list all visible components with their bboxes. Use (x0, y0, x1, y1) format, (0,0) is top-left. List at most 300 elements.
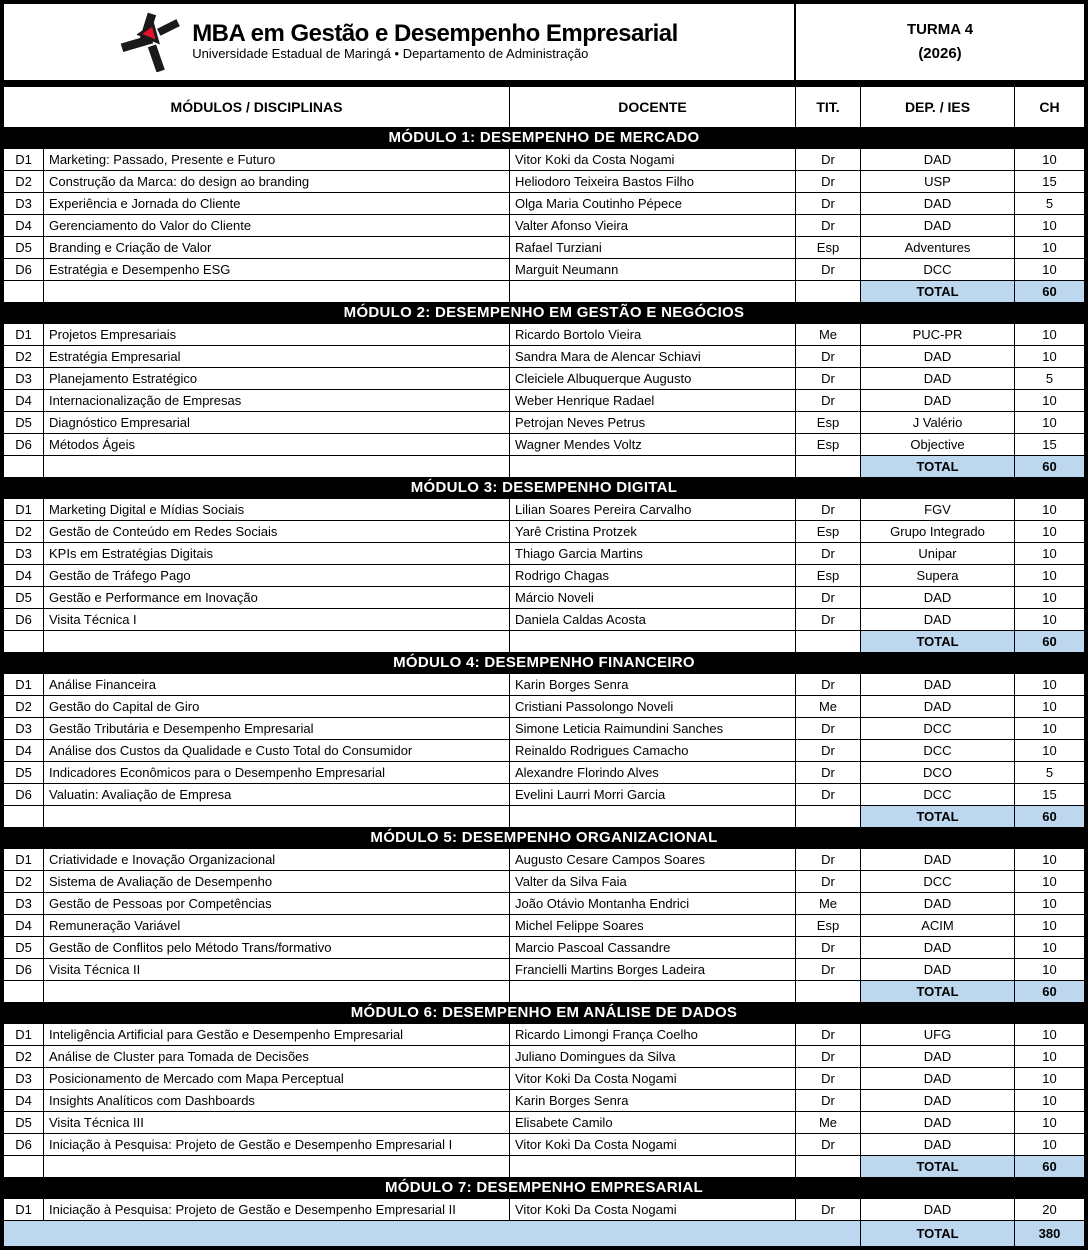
discipline-row (4, 389, 1084, 411)
dep-ies-cell: Objective (861, 433, 1015, 455)
dep-ies-cell: DAD (861, 1067, 1015, 1089)
ch-cell: 10 (1015, 1067, 1084, 1089)
discipline-code-cell: D5 (4, 761, 44, 783)
total-empty-discipline-cell (44, 805, 510, 827)
ch-cell: 10 (1015, 739, 1084, 761)
total-empty-code-cell (4, 980, 44, 1002)
discipline-name-cell: Gestão de Conflitos pelo Método Trans/formativo (44, 936, 510, 958)
discipline-name-cell: Visita Técnica I (44, 608, 510, 630)
dep-ies-cell: DCC (861, 783, 1015, 805)
discipline-row (4, 848, 1084, 870)
discipline-row (4, 411, 1084, 433)
dep-ies-cell: DAD (861, 389, 1015, 411)
docente-cell: Cleiciele Albuquerque Augusto (510, 367, 796, 389)
module-band: MÓDULO 1: DESEMPENHO DE MERCADO (4, 127, 1084, 148)
total-row (4, 455, 1084, 477)
col-header-tit: TIT. (796, 87, 861, 127)
discipline-row (4, 498, 1084, 520)
ch-cell: 10 (1015, 564, 1084, 586)
ch-cell: 10 (1015, 1111, 1084, 1133)
discipline-code-cell: D2 (4, 695, 44, 717)
discipline-row (4, 892, 1084, 914)
ch-cell: 10 (1015, 1045, 1084, 1067)
dep-ies-cell: Adventures (861, 236, 1015, 258)
docente-cell: João Otávio Montanha Endrici (510, 892, 796, 914)
discipline-code-cell: D1 (4, 848, 44, 870)
tit-cell: Dr (796, 783, 861, 805)
program-title: MBA em Gestão e Desempenho Empresarial (192, 19, 678, 47)
module-rows (4, 673, 1084, 805)
total-empty-docente-cell (510, 805, 796, 827)
dep-ies-cell: Grupo Integrado (861, 520, 1015, 542)
ch-cell: 20 (1015, 1198, 1084, 1220)
ch-cell: 10 (1015, 914, 1084, 936)
total-empty-code-cell (4, 805, 44, 827)
discipline-row (4, 1133, 1084, 1155)
tit-cell: Dr (796, 192, 861, 214)
docente-cell: Sandra Mara de Alencar Schiavi (510, 345, 796, 367)
dep-ies-cell: USP (861, 170, 1015, 192)
docente-cell: Wagner Mendes Voltz (510, 433, 796, 455)
docente-cell: Vitor Koki Da Costa Nogami (510, 1198, 796, 1220)
dep-ies-cell: DAD (861, 586, 1015, 608)
discipline-name-cell: Internacionalização de Empresas (44, 389, 510, 411)
discipline-code-cell: D4 (4, 914, 44, 936)
tit-cell: Dr (796, 170, 861, 192)
ch-cell: 10 (1015, 148, 1084, 170)
ch-cell: 5 (1015, 367, 1084, 389)
docente-cell: Marcio Pascoal Cassandre (510, 936, 796, 958)
discipline-row (4, 761, 1084, 783)
discipline-code-cell: D6 (4, 258, 44, 280)
dep-ies-cell: DAD (861, 1045, 1015, 1067)
module-rows (4, 323, 1084, 455)
module-rows (4, 148, 1084, 280)
total-empty-tit-cell (796, 630, 861, 652)
discipline-code-cell: D1 (4, 498, 44, 520)
discipline-code-cell: D2 (4, 170, 44, 192)
discipline-name-cell: Indicadores Econômicos para o Desempenho Empresarial (44, 761, 510, 783)
total-value-cell: 60 (1015, 1155, 1084, 1177)
total-empty-tit-cell (796, 980, 861, 1002)
discipline-name-cell: Insights Analíticos com Dashboards (44, 1089, 510, 1111)
ch-cell: 10 (1015, 520, 1084, 542)
total-label-cell: TOTAL (861, 805, 1015, 827)
module-rows (4, 498, 1084, 630)
module-rows (4, 1023, 1084, 1155)
ch-cell: 10 (1015, 717, 1084, 739)
docente-cell: Daniela Caldas Acosta (510, 608, 796, 630)
tit-cell: Me (796, 323, 861, 345)
docente-cell: Juliano Domingues da Silva (510, 1045, 796, 1067)
discipline-name-cell: Gestão de Tráfego Pago (44, 564, 510, 586)
discipline-name-cell: Gestão do Capital de Giro (44, 695, 510, 717)
total-value-cell: 60 (1015, 280, 1084, 302)
ch-cell: 10 (1015, 848, 1084, 870)
discipline-name-cell: Marketing: Passado, Presente e Futuro (44, 148, 510, 170)
discipline-name-cell: Experiência e Jornada do Cliente (44, 192, 510, 214)
turma-box (796, 4, 1084, 80)
tit-cell: Esp (796, 520, 861, 542)
tit-cell: Dr (796, 717, 861, 739)
docente-cell: Elisabete Camilo (510, 1111, 796, 1133)
tit-cell: Me (796, 695, 861, 717)
turma-year: (2026) (918, 45, 962, 62)
total-empty-discipline-cell (44, 455, 510, 477)
discipline-row (4, 367, 1084, 389)
total-label-cell: TOTAL (861, 1220, 1015, 1246)
ch-cell: 10 (1015, 389, 1084, 411)
tit-cell: Dr (796, 498, 861, 520)
ch-cell: 15 (1015, 170, 1084, 192)
ch-cell: 5 (1015, 192, 1084, 214)
total-label-cell: TOTAL (861, 630, 1015, 652)
discipline-row (4, 914, 1084, 936)
docente-cell: Vitor Koki da Costa Nogami (510, 148, 796, 170)
docente-cell: Karin Borges Senra (510, 673, 796, 695)
discipline-name-cell: Diagnóstico Empresarial (44, 411, 510, 433)
tit-cell: Dr (796, 870, 861, 892)
tit-cell: Dr (796, 1067, 861, 1089)
total-row (4, 280, 1084, 302)
discipline-code-cell: D4 (4, 739, 44, 761)
docente-cell: Rodrigo Chagas (510, 564, 796, 586)
discipline-code-cell: D6 (4, 433, 44, 455)
tit-cell: Dr (796, 1045, 861, 1067)
ch-cell: 10 (1015, 1023, 1084, 1045)
total-empty-discipline-cell (44, 630, 510, 652)
dep-ies-cell: J Valério (861, 411, 1015, 433)
discipline-code-cell: D3 (4, 192, 44, 214)
discipline-code-cell: D3 (4, 892, 44, 914)
tit-cell: Dr (796, 586, 861, 608)
dep-ies-cell: DAD (861, 148, 1015, 170)
discipline-code-cell: D1 (4, 1023, 44, 1045)
tit-cell: Dr (796, 148, 861, 170)
docente-cell: Valter Afonso Vieira (510, 214, 796, 236)
total-row (4, 1220, 1084, 1246)
tit-cell: Esp (796, 914, 861, 936)
discipline-row (4, 1067, 1084, 1089)
module-section (4, 1002, 1084, 1177)
dep-ies-cell: DAD (861, 1133, 1015, 1155)
ch-cell: 10 (1015, 214, 1084, 236)
col-header-docente: DOCENTE (510, 87, 796, 127)
docente-cell: Ricardo Bortolo Vieira (510, 323, 796, 345)
dep-ies-cell: DAD (861, 608, 1015, 630)
discipline-name-cell: Remuneração Variável (44, 914, 510, 936)
tit-cell: Dr (796, 761, 861, 783)
dep-ies-cell: DCC (861, 258, 1015, 280)
discipline-name-cell: Valuatin: Avaliação de Empresa (44, 783, 510, 805)
discipline-name-cell: Gestão de Pessoas por Competências (44, 892, 510, 914)
docente-cell: Ricardo Limongi França Coelho (510, 1023, 796, 1045)
tit-cell: Dr (796, 608, 861, 630)
module-band: MÓDULO 3: DESEMPENHO DIGITAL (4, 477, 1084, 498)
module-section (4, 477, 1084, 652)
dep-ies-cell: UFG (861, 1023, 1015, 1045)
module-section (4, 652, 1084, 827)
total-empty-code-cell (4, 280, 44, 302)
total-empty-tit-cell (796, 280, 861, 302)
total-row (4, 980, 1084, 1002)
tit-cell: Dr (796, 258, 861, 280)
discipline-code-cell: D5 (4, 936, 44, 958)
tit-cell: Esp (796, 433, 861, 455)
discipline-row (4, 170, 1084, 192)
docente-cell: Vitor Koki Da Costa Nogami (510, 1067, 796, 1089)
dep-ies-cell: DAD (861, 192, 1015, 214)
ch-cell: 10 (1015, 673, 1084, 695)
discipline-code-cell: D1 (4, 1198, 44, 1220)
docente-cell: Heliodoro Teixeira Bastos Filho (510, 170, 796, 192)
docente-cell: Rafael Turziani (510, 236, 796, 258)
total-empty-code-cell (4, 1220, 44, 1246)
docente-cell: Cristiani Passolongo Noveli (510, 695, 796, 717)
ch-cell: 10 (1015, 1133, 1084, 1155)
discipline-code-cell: D1 (4, 673, 44, 695)
discipline-code-cell: D5 (4, 586, 44, 608)
total-label-cell: TOTAL (861, 1155, 1015, 1177)
tit-cell: Dr (796, 389, 861, 411)
dep-ies-cell: DAD (861, 673, 1015, 695)
discipline-code-cell: D6 (4, 608, 44, 630)
modules-container (4, 127, 1084, 1246)
discipline-name-cell: Gerenciamento do Valor do Cliente (44, 214, 510, 236)
docente-cell: Olga Maria Coutinho Pépece (510, 192, 796, 214)
discipline-name-cell: Branding e Criação de Valor (44, 236, 510, 258)
module-band: MÓDULO 7: DESEMPENHO EMPRESARIAL (4, 1177, 1084, 1198)
discipline-name-cell: Visita Técnica III (44, 1111, 510, 1133)
discipline-row (4, 1111, 1084, 1133)
discipline-row (4, 608, 1084, 630)
tit-cell: Dr (796, 1198, 861, 1220)
total-empty-docente-cell (510, 1220, 796, 1246)
tit-cell: Esp (796, 564, 861, 586)
discipline-code-cell: D2 (4, 1045, 44, 1067)
ch-cell: 10 (1015, 608, 1084, 630)
total-empty-tit-cell (796, 1220, 861, 1246)
discipline-name-cell: Posicionamento de Mercado com Mapa Perceptual (44, 1067, 510, 1089)
discipline-name-cell: Análise Financeira (44, 673, 510, 695)
discipline-name-cell: Iniciação à Pesquisa: Projeto de Gestão e Desempenho Empresarial I (44, 1133, 510, 1155)
discipline-row (4, 258, 1084, 280)
docente-cell: Evelini Laurri Morri Garcia (510, 783, 796, 805)
tit-cell: Me (796, 1111, 861, 1133)
module-band: MÓDULO 6: DESEMPENHO EM ANÁLISE DE DADOS (4, 1002, 1084, 1023)
tit-cell: Dr (796, 958, 861, 980)
total-value-cell: 60 (1015, 455, 1084, 477)
ch-cell: 10 (1015, 892, 1084, 914)
tit-cell: Me (796, 892, 861, 914)
ch-cell: 10 (1015, 236, 1084, 258)
discipline-row (4, 192, 1084, 214)
total-empty-tit-cell (796, 455, 861, 477)
docente-cell: Yarê Cristina Protzek (510, 520, 796, 542)
discipline-row (4, 148, 1084, 170)
discipline-row (4, 564, 1084, 586)
discipline-row (4, 673, 1084, 695)
docente-cell: Marguit Neumann (510, 258, 796, 280)
tit-cell: Dr (796, 345, 861, 367)
discipline-code-cell: D4 (4, 564, 44, 586)
docente-cell: Márcio Noveli (510, 586, 796, 608)
discipline-row (4, 870, 1084, 892)
discipline-row (4, 214, 1084, 236)
discipline-code-cell: D5 (4, 1111, 44, 1133)
module-band: MÓDULO 4: DESEMPENHO FINANCEIRO (4, 652, 1084, 673)
col-header-disciplinas: MÓDULOS / DISCIPLINAS (4, 87, 510, 127)
docente-cell: Lilian Soares Pereira Carvalho (510, 498, 796, 520)
dep-ies-cell: DAD (861, 848, 1015, 870)
total-empty-discipline-cell (44, 1155, 510, 1177)
tit-cell: Dr (796, 214, 861, 236)
discipline-name-cell: Gestão e Performance em Inovação (44, 586, 510, 608)
dep-ies-cell: DAD (861, 892, 1015, 914)
total-label-cell: TOTAL (861, 280, 1015, 302)
discipline-name-cell: Criatividade e Inovação Organizacional (44, 848, 510, 870)
discipline-name-cell: Gestão de Conteúdo em Redes Sociais (44, 520, 510, 542)
docente-cell: Reinaldo Rodrigues Camacho (510, 739, 796, 761)
discipline-name-cell: Marketing Digital e Mídias Sociais (44, 498, 510, 520)
discipline-code-cell: D3 (4, 367, 44, 389)
docente-cell: Francielli Martins Borges Ladeira (510, 958, 796, 980)
module-rows (4, 848, 1084, 980)
dep-ies-cell: DAD (861, 214, 1015, 236)
ch-cell: 15 (1015, 783, 1084, 805)
dep-ies-cell: DCC (861, 870, 1015, 892)
ch-cell: 10 (1015, 345, 1084, 367)
total-empty-code-cell (4, 455, 44, 477)
discipline-row (4, 1198, 1084, 1220)
discipline-row (4, 739, 1084, 761)
discipline-code-cell: D3 (4, 1067, 44, 1089)
docente-cell: Weber Henrique Radael (510, 389, 796, 411)
dep-ies-cell: Unipar (861, 542, 1015, 564)
discipline-row (4, 345, 1084, 367)
module-section (4, 1177, 1084, 1246)
ch-cell: 10 (1015, 958, 1084, 980)
tit-cell: Dr (796, 1023, 861, 1045)
ch-cell: 10 (1015, 323, 1084, 345)
module-section (4, 127, 1084, 302)
total-row (4, 630, 1084, 652)
discipline-row (4, 236, 1084, 258)
discipline-row (4, 958, 1084, 980)
discipline-row (4, 586, 1084, 608)
dep-ies-cell: FGV (861, 498, 1015, 520)
ch-cell: 10 (1015, 936, 1084, 958)
total-empty-docente-cell (510, 980, 796, 1002)
discipline-row (4, 1023, 1084, 1045)
dep-ies-cell: DAD (861, 1198, 1015, 1220)
discipline-row (4, 936, 1084, 958)
tit-cell: Esp (796, 411, 861, 433)
discipline-code-cell: D4 (4, 214, 44, 236)
tit-cell: Dr (796, 848, 861, 870)
tit-cell: Dr (796, 673, 861, 695)
ch-cell: 10 (1015, 258, 1084, 280)
discipline-row (4, 695, 1084, 717)
discipline-code-cell: D2 (4, 520, 44, 542)
discipline-name-cell: Projetos Empresariais (44, 323, 510, 345)
ch-cell: 10 (1015, 695, 1084, 717)
turma-label: TURMA 4 (906, 21, 974, 38)
total-empty-docente-cell (510, 630, 796, 652)
discipline-name-cell: Sistema de Avaliação de Desempenho (44, 870, 510, 892)
dep-ies-cell: DAD (861, 345, 1015, 367)
module-section (4, 302, 1084, 477)
total-empty-code-cell (4, 630, 44, 652)
module-rows (4, 1198, 1084, 1220)
total-value-cell: 60 (1015, 805, 1084, 827)
discipline-row (4, 433, 1084, 455)
docente-cell: Petrojan Neves Petrus (510, 411, 796, 433)
total-empty-code-cell (4, 1155, 44, 1177)
discipline-code-cell: D1 (4, 323, 44, 345)
ch-cell: 10 (1015, 870, 1084, 892)
discipline-code-cell: D4 (4, 389, 44, 411)
dep-ies-cell: ACIM (861, 914, 1015, 936)
dep-ies-cell: PUC-PR (861, 323, 1015, 345)
discipline-row (4, 783, 1084, 805)
total-empty-tit-cell (796, 1155, 861, 1177)
discipline-code-cell: D4 (4, 1089, 44, 1111)
dep-ies-cell: DAD (861, 1111, 1015, 1133)
dep-ies-cell: DCC (861, 717, 1015, 739)
total-empty-docente-cell (510, 280, 796, 302)
discipline-name-cell: Planejamento Estratégico (44, 367, 510, 389)
total-row (4, 805, 1084, 827)
total-empty-tit-cell (796, 805, 861, 827)
tit-cell: Dr (796, 367, 861, 389)
module-band: MÓDULO 2: DESEMPENHO EM GESTÃO E NEGÓCIOS (4, 302, 1084, 323)
total-value-cell: 60 (1015, 630, 1084, 652)
discipline-code-cell: D3 (4, 717, 44, 739)
discipline-row (4, 717, 1084, 739)
discipline-name-cell: KPIs em Estratégias Digitais (44, 542, 510, 564)
total-empty-discipline-cell (44, 980, 510, 1002)
docente-cell: Michel Felippe Soares (510, 914, 796, 936)
total-empty-docente-cell (510, 1155, 796, 1177)
discipline-name-cell: Construção da Marca: do design ao branding (44, 170, 510, 192)
discipline-row (4, 520, 1084, 542)
ch-cell: 10 (1015, 542, 1084, 564)
discipline-name-cell: Inteligência Artificial para Gestão e Desempenho Empresarial (44, 1023, 510, 1045)
total-value-cell: 380 (1015, 1220, 1084, 1246)
discipline-code-cell: D6 (4, 1133, 44, 1155)
docente-cell: Simone Leticia Raimundini Sanches (510, 717, 796, 739)
discipline-name-cell: Análise de Cluster para Tomada de Decisões (44, 1045, 510, 1067)
discipline-code-cell: D1 (4, 148, 44, 170)
discipline-code-cell: D6 (4, 958, 44, 980)
module-band: MÓDULO 5: DESEMPENHO ORGANIZACIONAL (4, 827, 1084, 848)
discipline-code-cell: D3 (4, 542, 44, 564)
ch-cell: 10 (1015, 498, 1084, 520)
total-empty-docente-cell (510, 455, 796, 477)
total-empty-discipline-cell (44, 280, 510, 302)
dep-ies-cell: DCO (861, 761, 1015, 783)
dep-ies-cell: DAD (861, 1089, 1015, 1111)
total-label-cell: TOTAL (861, 455, 1015, 477)
discipline-name-cell: Visita Técnica II (44, 958, 510, 980)
ch-cell: 15 (1015, 433, 1084, 455)
discipline-name-cell: Gestão Tributária e Desempenho Empresarial (44, 717, 510, 739)
total-empty-discipline-cell (44, 1220, 510, 1246)
total-value-cell: 60 (1015, 980, 1084, 1002)
document-header (4, 4, 1084, 80)
discipline-row (4, 542, 1084, 564)
